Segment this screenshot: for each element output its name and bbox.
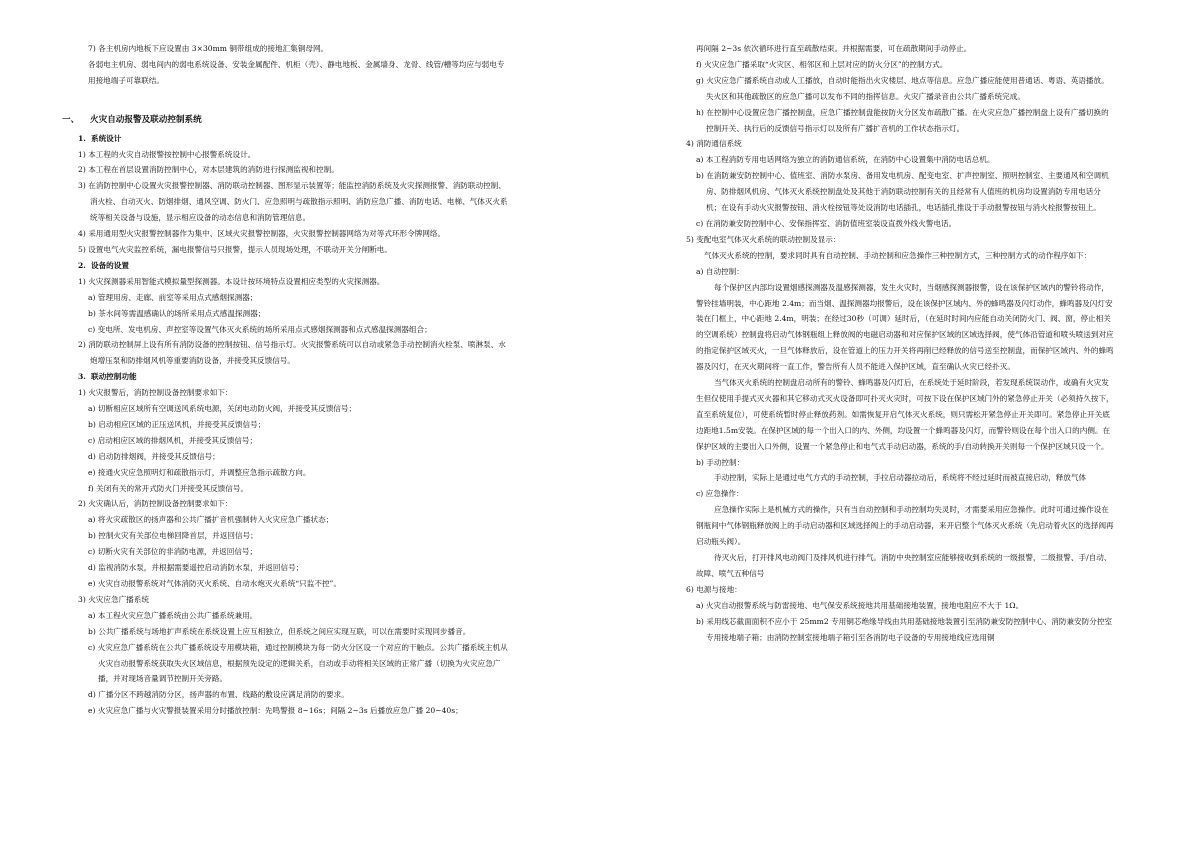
subsection-number: 2.	[78, 260, 86, 270]
list-item: c) 启动相应区域的排烟风机，并接受其反馈信号；	[88, 435, 258, 445]
paragraph: 各弱电主机房、弱电间内的弱电系统设备、安装金属配件、机柜（壳）、静电地板、金属墙身、龙骨、线管/槽等均应与弱电专用接地端子可靠联结。	[88, 59, 505, 85]
list-item: a) 将火灾疏散区的扬声器和公共广播扩音机强制转入火灾应急广播状态；	[88, 515, 334, 525]
paragraph: 7) 各主机房内地板下应设置由 3×30mm 铜带组成的接地汇集铜母网。	[88, 44, 329, 53]
list-item: a) 管理用房、走廊、前室等采用点式感烟探测器；	[88, 292, 258, 302]
list-heading: 3) 火灾应急广播系统	[78, 594, 149, 604]
paragraph: 应急操作实际上是机械方式的操作，只有当自动控制和手动控制均失灵时，才需要采用应急操作。此时可通过操作设在钢瓶间中气体钢瓶释放阀上的手动启动器和区域选择阀上的手动启动器，来开启整个气体灭火系统（先启动着火区的选择阀再启动瓶头阀）。	[696, 505, 1114, 547]
list-heading: a) 自动控制：	[696, 266, 744, 276]
list-item: b) 控制火灾有关部位电梯回降首层，并返回信号；	[88, 531, 258, 541]
list-item: b) 茶水间等需温感确认的场所采用点式感温探测器；	[88, 308, 266, 318]
section-title: 火灾自动报警及联动控制系统	[90, 114, 202, 125]
subsection-heading	[62, 131, 508, 147]
list-heading: b) 手动控制：	[696, 457, 745, 467]
list-item: b) 公共广播系统与场地扩声系统在系统设置上应互相独立，但系统之间应实现互联，可以在需要时实现同步播音。	[88, 626, 471, 636]
list-item: b) 采用线芯截面面积不应小于 25mm2 专用铜芯绝缘导线由共用基础接地装置引至消防兼安防控制中心、消防兼安防分控室专用接地端子箱；由消防控制室接地端子箱引至各消防电子设备的专用接地线应选用铜	[696, 616, 1113, 642]
subsection-title: 联动控制功能	[91, 372, 137, 382]
subsection-heading	[62, 258, 508, 274]
list-item: a) 火灾自动报警系统与防雷接地、电气保安系统接地共用基础接地装置，接地电阻应不大于 1Ω。	[696, 600, 1024, 610]
list-item: a) 本工程火灾应急广播系统由公共广播系统兼用。	[88, 610, 258, 620]
list-heading: 1) 火灾报警后，消防控制设备控制要求如下：	[78, 388, 233, 398]
list-item: b) 启动相应区域的正压送风机，并接受其反馈信号；	[88, 419, 266, 429]
paragraph: 气体灭火系统的控制，要求同时具有自动控制、手动控制和应急操作三种控制方式，三种控制方式的动作程序如下：	[704, 250, 1092, 260]
list-item: c) 切断火灾有关部位的非消防电源，并返回信号；	[88, 547, 258, 557]
subsection-number: 1.	[78, 133, 86, 143]
list-heading: c) 应急操作：	[696, 489, 744, 499]
list-item: d) 广播分区不跨越消防分区，扬声器的布置、线路的敷设应满足消防的要求。	[88, 690, 349, 700]
list-item: d) 启动防排烟阀，并接受其反馈信号；	[88, 451, 220, 461]
subsection-title: 系统设计	[91, 133, 122, 143]
paragraph: 待灭火后，打开排风电动阀门及排风机进行排气。消防中央控制室应能够接收到系统的一级报警，二级报警、手/自动、故障、喷气五种信号	[696, 553, 1112, 578]
list-item: f) 火灾应急广播采取“火灾区、相邻区和上层对应的防火分区”的控制方式。	[696, 59, 948, 69]
list-item: 4) 采用通用型火灾报警控制器作为集中、区域火灾报警控制器，火灾报警控制器网络为对等式环形令牌网络。	[78, 229, 446, 239]
list-heading: 2) 火灾确认后，消防控制设备控制要求如下：	[78, 499, 233, 509]
section-heading	[62, 113, 508, 129]
section-number: 一、	[62, 114, 80, 125]
list-item: d) 监视消防水泵，并根据需要遥控启动消防水泵，并返回信号；	[88, 563, 304, 573]
list-item: 5) 设置电气火灾监控系统，漏电报警信号只报警，提示人员现场处理，不联动开关分闸断电。	[78, 244, 392, 254]
list-item: b) 在消防兼安防控制中心、值班室、消防水泵房、备用发电机房、配变电室、扩声控制室、照明控制室、主要通风和空调机房、防排烟风机房、气体灭火系统控制盘处及其他于消防联动控制有关的且经常有人值班的机房均设置消防专用电话分机；在设有手动火灾报警按钮、消火栓按钮等处设消防电话插孔，电话插孔推设于手动报警按钮与消火栓报警按钮上。	[696, 171, 1109, 213]
list-item: f) 关闭有关的常开式防火门并接受其反馈信号。	[88, 483, 249, 493]
list-item: g) 火灾应急广播系统自动或人工播放，自动时能指出火灾楼层、地点等信息。应急广播应能使用普通话、粤语、英语播放。失火区和其他疏散区的应急广播可以发布不同的指挥信息。火灾广播录音由公共广播系统完成。	[696, 75, 1109, 101]
list-item: e) 火灾应急广播与火灾警报装置采用分时播放控制：先鸣警报 8~16s；间隔 2~3s 后播放应急广播 20~40s；	[88, 706, 463, 716]
paragraph: 当气体灭火系统的控制盘启动所有的警铃、蜂鸣器及闪灯后，在系统处于延时阶段，若发现系统误动作，或确有火灾发生但仅使用手提式灭火器和其它移动式灭火设备即可扑灭火灾时，可按下设在保护区域门外的紧急停止开关（必须持久按下，直至系统复位），可使系统暂时停止释放药剂。如需恢复开启气体灭火系统，则只需松开紧急停止开关即可。紧急停止开关底边距地1.5m安装。在保护区域的每一个出入口的内、外侧，均设置一个蜂鸣器及闪灯，而警铃则设在每个出入口的内侧。在保护区域的主要出入口外侧，设置一个紧急停止和电气式手动启动器，系统的手/自动转换开关则每一个保护区域只设一个。	[696, 378, 1114, 451]
list-item: h) 在控制中心设置应急广播控制盘，应急广播控制盘能按防火分区发布疏散广播。在火灾应急广播控制盘上设有广播切换的控制开关、执行后的反馈信号指示灯以及所有广播扩音机的工作状态指示灯。	[696, 107, 1109, 133]
subsection-number: 3.	[78, 372, 86, 382]
right-column	[670, 41, 1116, 645]
list-item: c) 变电所、发电机房、声控室等设置气体灭火系统的场所采用点式感烟探测器和点式感温探测器组合；	[88, 324, 432, 334]
left-column	[62, 41, 508, 719]
list-item: c) 火灾应急广播系统在公共广播系统设专用模块箱，通过控制模块为每一防火分区设一个对应的干触点。公共广播系统主机从火灾自动报警系统获取失火区域信息，根据预先设定的逻辑关系，自动或手动将相关区域的正常广播（切换为火灾应急广播，并对现场音量调节控制开关旁路。	[88, 642, 508, 684]
list-heading: 5) 变配电室气体灭火系统的联动控制及显示：	[686, 234, 841, 244]
paragraph: 再间隔 2~3s 依次循环进行直至疏散结束。并根据需要，可在疏散期间手动停止。	[696, 44, 972, 53]
list-heading: 4) 消防通信系统	[686, 139, 742, 149]
list-item: e) 接通火灾应急照明灯和疏散指示灯，并调整应急指示疏散方向。	[88, 467, 311, 477]
list-item: 1) 本工程的火灾自动报警按控制中心报警系统设计。	[78, 149, 256, 159]
list-item: 1) 火灾探测器采用智能式模拟量型探测器。本设计按环境特点设置相应类型的火灾探测器。	[78, 276, 385, 286]
subsection-heading	[62, 369, 508, 385]
list-item: 2) 本工程在首层设置消防控制中心，对本层建筑的消防进行探测监视和控制。	[78, 165, 339, 175]
paragraph: 每个保护区内部均设置烟感探测器及温感探测器，发生火灾时，当烟感探测器报警，设在该保护区域内的警铃将动作，警铃挂墙明装，中心距地 2.4m；而当烟、温探测器均报警后，设在该保护区域内、外的蜂鸣器及闪灯动作，蜂鸣器及闪灯安装在门框上，中心距地 2.4m，明装；在经过30秒（可调）延时后，（在延时时间内应能自动关闭防火门、阀、窗，停止相关的空调系统）控制盘将启动气体钢瓶组上释放阀的电磁启动器和对应保护区域的区域选择阀，使气体沿管道和喷头喷送到对应的指定保护区域灭火，一旦气体释放后，设在管道上的压力开关将再削已经释放的信号送至控制盘，而保护区域内、外的蜂鸣器及闪灯，在灭火期间将一直工作，警告所有人员不能进入保护区域，直至确认火灾已经扑灭。	[696, 282, 1114, 372]
list-heading: 6) 电源与接地：	[686, 584, 742, 594]
list-item: 3) 在消防控制中心设置火灾报警控制器、消防联动控制器、图形显示装置等；能监控消防系统及火灾探测报警、消防联动控制、消火栓、自动灭火、防烟排烟、通风空调、防火门、应急照明与疏散指示照明、消防应急广播、消防电话、电梯、气体灭火系统等相关设备与设施，显示相应设备的动态信息和消防管理信息。	[78, 181, 508, 223]
list-item: a) 本工程消防专用电话网络为独立的消防通信系统，在消防中心设置集中消防电话总机。	[696, 155, 995, 165]
paragraph: 手动控制，实际上是通过电气方式的手动控制，手拉启动器拉动后，系统将不经过延时而被直接启动，释放气体	[714, 473, 1087, 483]
subsection-title: 设备的设置	[91, 260, 129, 270]
list-item: 2) 消防联动控制屏上设有所有消防设备的控制按钮、信号指示灯。火灾报警系统可以自动或紧急手动控制消火栓泵、喷淋泵、水炮增压泵和防排烟风机等重要消防设备，并接受其反馈信号。	[78, 340, 506, 366]
list-item: c) 在消防兼安防控制中心、安保指挥室、消防值班室装设直拨外线火警电话。	[696, 218, 957, 228]
list-item: a) 切断相应区域所有空调送风系统电源，关闭电动防火阀，并接受其反馈信号；	[88, 404, 357, 414]
list-item: e) 火灾自动报警系统对气体消防灭火系统、自动水炮灭火系统“只监不控”。	[88, 579, 342, 588]
